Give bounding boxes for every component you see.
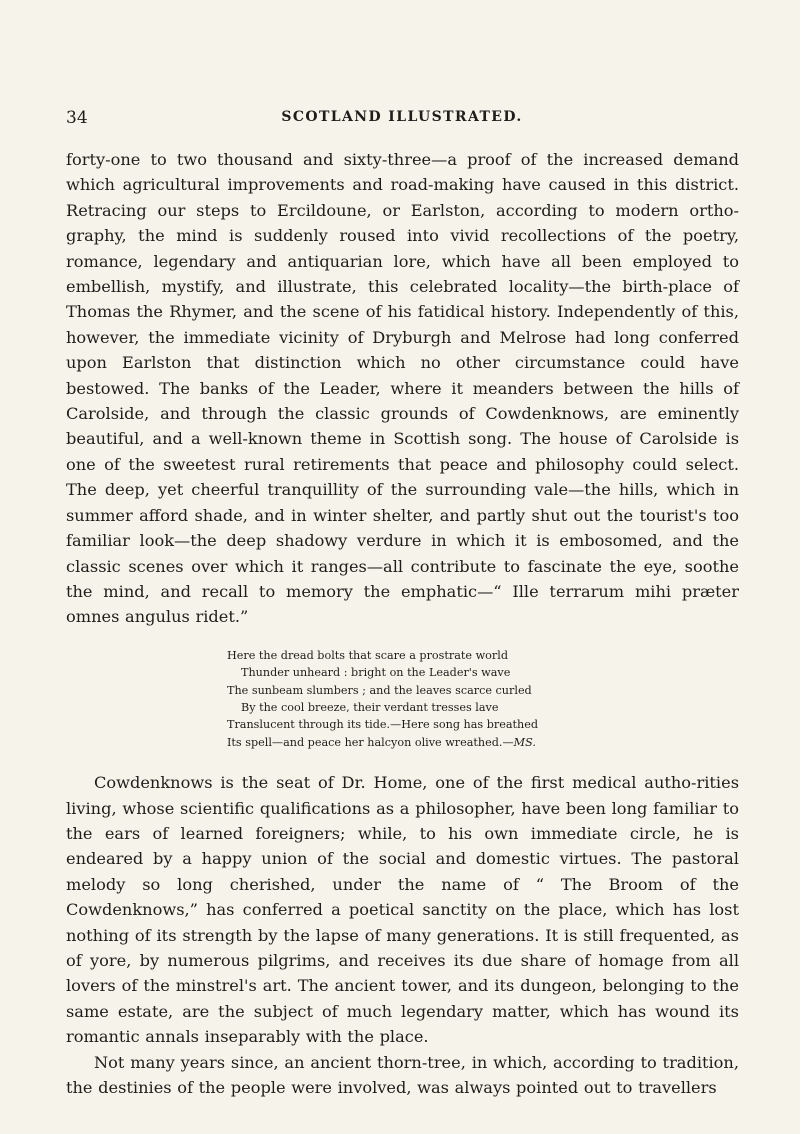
paragraph-earlston: forty-one to two thousand and sixty-three—a proof of the increased demand which agricultural improvements and road-making have caused in this district. Retracing our steps to Ercildoune, or Earlston, according to modern ortho-graphy, the mind is suddenly roused into vivid recollections of the poetry, romance, legendary and antiquarian lore, which have all been employed to embellish, mystify, and illustrate, this celebrated locality—the birth-place of Thomas the Rhymer, and the scene of his fatidical history. Independently of this, however, the immediate vicinity of Dryburgh and Melrose had long conferred upon Earlston that distinction which no other circumstance could have bestowed. The banks of the Leader, where it meanders between the hills of Carolside, and through the classic grounds of Cowdenknows, are eminently beautiful, and a well-known theme in Scottish song. The house of Carolside is one of the sweetest rural retirements that peace and philosophy could select. The deep, yet cheerful tranquillity of the surrounding vale—the hills, which in summer afford shade, and in winter shelter, and partly shut out the tourist's too familiar look—the deep shadowy verdure in which it is embosomed, and the classic scenes over which it ranges—all contribute to fascinate the eye, soothe the mind, and recall to memory the emphatic—“ Ille terrarum mihi præter omnes angulus ridet.” — [66, 150, 739, 627]
verse-line: Thunder unheard : bright on the Leader's wave — [241, 666, 511, 680]
page-number: 34 — [66, 108, 88, 128]
verse-line: Translucent through its tide.—Here song has breathed — [227, 718, 538, 732]
paragraph-thorn-tree: Not many years since, an ancient thorn-tree, in which, according to tradition, the destinies of the people were involved, was always pointed out to travellers — [66, 1052, 739, 1098]
verse-line: Here the dread bolts that scare a prostrate world — [227, 648, 508, 662]
verse-quotation — [66, 647, 739, 751]
running-title: SCOTLAND ILLUSTRATED. — [281, 109, 523, 125]
verse-line-text: Its spell—and peace her halcyon olive wreathed.— — [227, 735, 514, 749]
verse-line: By the cool breeze, their verdant tresses lave — [241, 700, 499, 714]
page-header — [66, 108, 738, 132]
paragraph-cowdenknows: Cowdenknows is the seat of Dr. Home, one of the first medical autho-rities living, whose scientific qualifications as a philosopher, have been long familiar to the ears of learned foreigners; while, to his own immediate circle, he is endeared by a happy union of the social and domestic virtues. The pastoral melody so long cherished, under the name of “ The Broom of the Cowdenknows,” has conferred a poetical sanctity on the place, which has lost nothing of its strength by the lapse of many generations. It is still frequented, as of yore, by numerous pilgrims, and receives its due share of homage from all lovers of the minstrel's art. The ancient tower, and its dungeon, belonging to the same estate, are the subject of much legendary matter, which has wound its romantic annals inseparably with the place. — [66, 773, 739, 1047]
verse-line: The sunbeam slumbers ; and the leaves scarce curled — [227, 683, 532, 697]
verse-attribution: MS. — [513, 735, 536, 749]
body-text — [66, 147, 739, 1100]
verse-line-last — [227, 734, 739, 751]
